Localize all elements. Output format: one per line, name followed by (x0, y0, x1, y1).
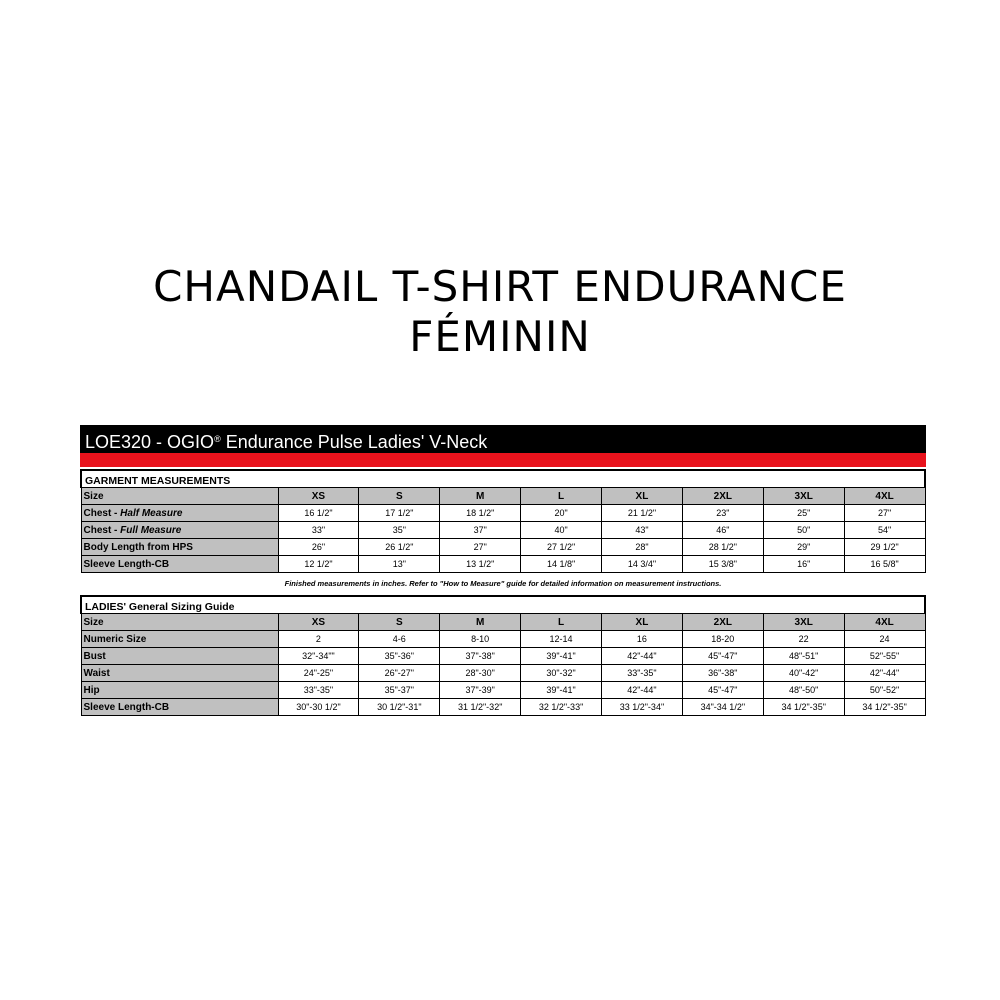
size-heading: L (521, 614, 602, 631)
table-cell: 23" (682, 505, 763, 522)
table-cell: 50"-52" (844, 682, 925, 699)
table-cell: 35"-37" (359, 682, 440, 699)
table-cell: 18 1/2" (440, 505, 521, 522)
table-cell: 27" (440, 539, 521, 556)
table-cell: 34"-34 1/2" (682, 699, 763, 716)
table-cell: 33"-35" (602, 665, 683, 682)
table-cell: 25" (763, 505, 844, 522)
table-cell: 30"-32" (521, 665, 602, 682)
row-label-emphasis: Half Measure (120, 507, 183, 519)
row-label-text: Sleeve Length-CB (83, 701, 170, 713)
section-title: LADIES' General Sizing Guide (81, 596, 925, 614)
size-heading: 4XL (844, 488, 925, 505)
table-cell: 39"-41" (521, 648, 602, 665)
table-row (81, 631, 925, 648)
size-heading: 4XL (844, 614, 925, 631)
table-cell: 27 1/2" (521, 539, 602, 556)
table-cell: 43" (602, 522, 683, 539)
table-cell: 16 5/8" (844, 556, 925, 573)
table-cell: 42"-44" (602, 682, 683, 699)
table-cell: 4-6 (359, 631, 440, 648)
table-cell: 33" (278, 522, 359, 539)
table-cell: 27" (844, 505, 925, 522)
accent-bar (80, 453, 926, 467)
table-cell: 13" (359, 556, 440, 573)
table-cell: 45"-47" (682, 648, 763, 665)
table-row (81, 522, 925, 539)
table-cell: 29" (763, 539, 844, 556)
table-cell: 48"-50" (763, 682, 844, 699)
page-title-line-2: FÉMININ (409, 312, 591, 361)
size-heading: 2XL (682, 488, 763, 505)
table-row (81, 665, 925, 682)
table-cell: 54" (844, 522, 925, 539)
table-cell: 2 (278, 631, 359, 648)
ladies-sizing-table (80, 595, 926, 716)
table-cell: 30"-30 1/2" (278, 699, 359, 716)
table-row (81, 682, 925, 699)
table-cell: 16 1/2" (278, 505, 359, 522)
table-cell: 8-10 (440, 631, 521, 648)
table-cell: 21 1/2" (602, 505, 683, 522)
table-cell: 20" (521, 505, 602, 522)
table-cell: 42"-44" (844, 665, 925, 682)
table-cell: 33 1/2"-34" (602, 699, 683, 716)
row-label (81, 539, 278, 556)
table-cell: 29 1/2" (844, 539, 925, 556)
registered-mark: ® (214, 434, 221, 444)
table-row (81, 505, 925, 522)
table-cell: 13 1/2" (440, 556, 521, 573)
table-cell: 35" (359, 522, 440, 539)
table-cell: 15 3/8" (682, 556, 763, 573)
size-heading: L (521, 488, 602, 505)
table-cell: 17 1/2" (359, 505, 440, 522)
row-label (81, 665, 278, 682)
product-code: LOE320 - OGIO (85, 432, 215, 452)
table-cell: 16 (602, 631, 683, 648)
table-cell: 14 3/4" (602, 556, 683, 573)
table-cell: 34 1/2"-35" (763, 699, 844, 716)
page-title (0, 262, 1000, 362)
table-cell: 40" (521, 522, 602, 539)
table-cell: 50" (763, 522, 844, 539)
row-label (81, 682, 278, 699)
table-cell: 28 1/2" (682, 539, 763, 556)
table-cell: 26 1/2" (359, 539, 440, 556)
section-title-row (81, 596, 925, 614)
table-cell: 24 (844, 631, 925, 648)
row-label-text: Numeric Size (83, 633, 147, 645)
size-heading: S (359, 614, 440, 631)
table-cell: 12 1/2" (278, 556, 359, 573)
size-heading: M (440, 614, 521, 631)
size-label: Size (81, 614, 278, 631)
section-title-row (81, 470, 925, 488)
table-cell: 35"-36" (359, 648, 440, 665)
size-header-row (81, 488, 925, 505)
size-heading: XL (602, 614, 683, 631)
size-heading: M (440, 488, 521, 505)
section-title: GARMENT MEASUREMENTS (81, 470, 925, 488)
table-cell: 32"-34"" (278, 648, 359, 665)
size-heading: 2XL (682, 614, 763, 631)
table-cell: 14 1/8" (521, 556, 602, 573)
table-row (81, 648, 925, 665)
table-cell: 37"-38" (440, 648, 521, 665)
table-row (81, 539, 925, 556)
size-heading: 3XL (763, 614, 844, 631)
size-chart (80, 425, 926, 716)
row-label-text: Hip (83, 684, 100, 696)
size-heading: XS (278, 488, 359, 505)
table-cell: 28"-30" (440, 665, 521, 682)
row-label-text: Chest - (83, 507, 121, 519)
garment-measurements-table (80, 469, 926, 573)
row-label-text: Chest - (83, 524, 121, 536)
table-cell: 28" (602, 539, 683, 556)
table-cell: 33"-35" (278, 682, 359, 699)
size-header-row (81, 614, 925, 631)
table-cell: 37" (440, 522, 521, 539)
table-cell: 34 1/2"-35" (844, 699, 925, 716)
table-cell: 16" (763, 556, 844, 573)
size-heading: XL (602, 488, 683, 505)
table-row (81, 556, 925, 573)
table-cell: 37"-39" (440, 682, 521, 699)
size-label: Size (81, 488, 278, 505)
product-name: Endurance Pulse Ladies' V-Neck (220, 432, 488, 452)
row-label (81, 631, 278, 648)
row-label (81, 699, 278, 716)
size-heading: XS (278, 614, 359, 631)
table-cell: 18-20 (682, 631, 763, 648)
table-cell: 52"-55" (844, 648, 925, 665)
table-cell: 45"-47" (682, 682, 763, 699)
table-cell: 46" (682, 522, 763, 539)
table-cell: 30 1/2"-31" (359, 699, 440, 716)
row-label (81, 505, 278, 522)
row-label-text: Sleeve Length-CB (83, 558, 170, 570)
row-label-text: Waist (83, 667, 110, 679)
table-cell: 12-14 (521, 631, 602, 648)
table-cell: 48"-51" (763, 648, 844, 665)
row-label (81, 522, 278, 539)
row-label-text: Body Length from HPS (83, 541, 193, 553)
table-cell: 42"-44" (602, 648, 683, 665)
table-cell: 24"-25" (278, 665, 359, 682)
row-label-emphasis: Full Measure (120, 524, 182, 536)
size-heading: S (359, 488, 440, 505)
row-label (81, 648, 278, 665)
size-heading: 3XL (763, 488, 844, 505)
row-label-text: Bust (83, 650, 106, 662)
table-cell: 32 1/2"-33" (521, 699, 602, 716)
table-cell: 36"-38" (682, 665, 763, 682)
measurement-note: Finished measurements in inches. Refer to "How to Measure" guide for detailed information on measurement instructions. (284, 579, 722, 588)
page-title-line-1: CHANDAIL T-SHIRT ENDURANCE (153, 262, 847, 311)
product-header (80, 425, 926, 453)
table-cell: 26" (278, 539, 359, 556)
table-cell: 39"-41" (521, 682, 602, 699)
table-cell: 22 (763, 631, 844, 648)
table-cell: 26"-27" (359, 665, 440, 682)
table-cell: 31 1/2"-32" (440, 699, 521, 716)
table-row (81, 699, 925, 716)
table-cell: 40"-42" (763, 665, 844, 682)
row-label (81, 556, 278, 573)
